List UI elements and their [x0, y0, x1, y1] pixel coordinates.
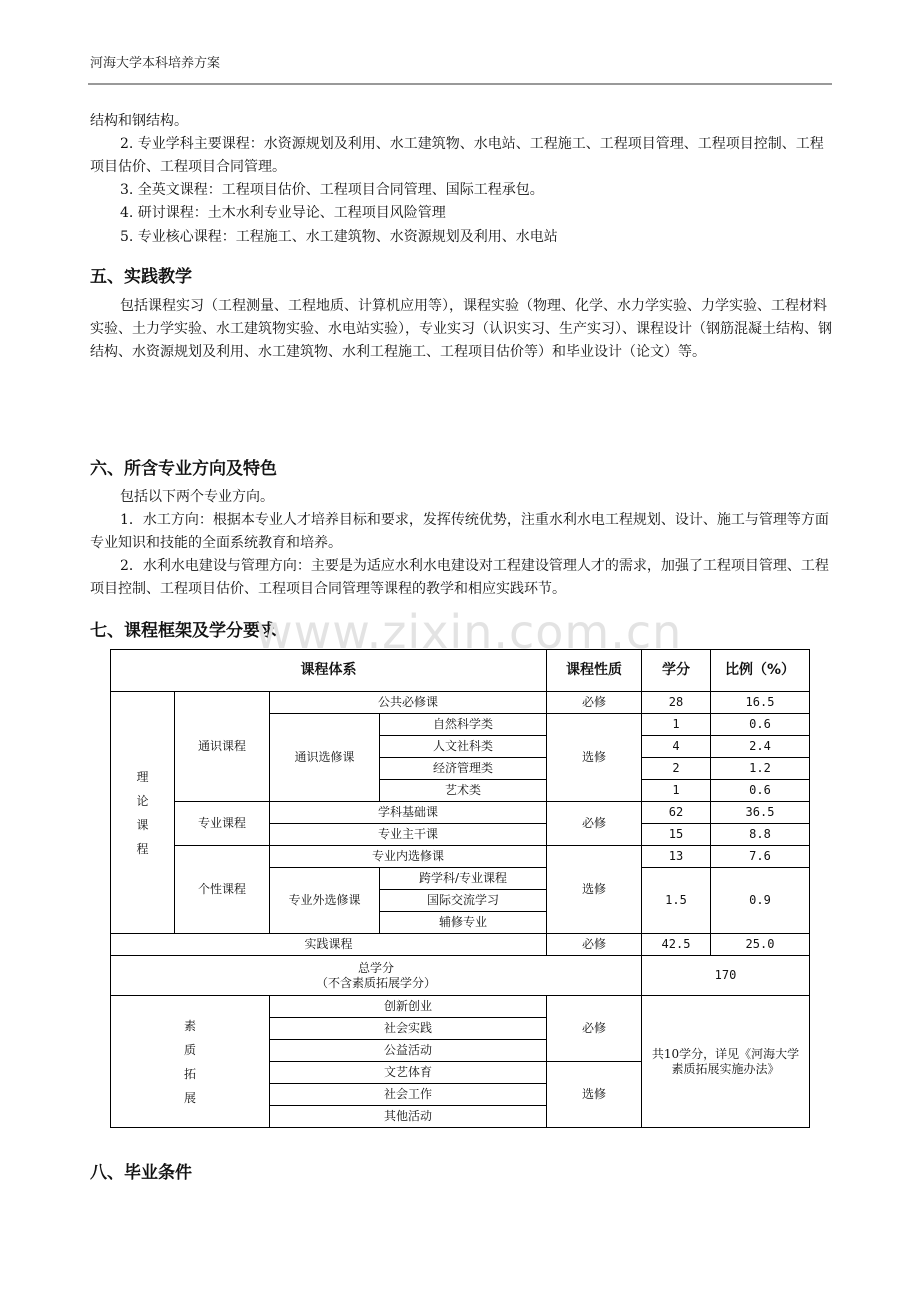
credit-table	[110, 649, 810, 1128]
credit-cell: 1	[642, 780, 711, 802]
course-cell: 公共必修课	[270, 692, 547, 714]
group-cell: 通识课程	[175, 692, 270, 802]
credit-cell: 4	[642, 736, 711, 758]
nature-cell: 必修	[547, 802, 642, 846]
course-cell: 专业主干课	[270, 824, 547, 846]
header-cell: 课程性质	[547, 650, 642, 692]
paragraph: 2. 专业学科主要课程：水资源规划及利用、水工建筑物、水电站、工程施工、工程项目管理、工程项目控制、工程项目估价、工程项目合同管理。	[90, 136, 824, 175]
credit-cell: 62	[642, 802, 711, 824]
subgroup-cell: 专业外选修课	[270, 868, 380, 934]
header-cell: 课程体系	[111, 650, 547, 692]
group-cell: 专业课程	[175, 802, 270, 846]
table-row	[111, 692, 810, 714]
section-heading: 七、课程框架及学分要求	[90, 621, 277, 641]
nature-cell: 选修	[547, 846, 642, 934]
table-row	[111, 934, 810, 956]
header-cell: 学分	[642, 650, 711, 692]
ratio-cell: 0.9	[711, 868, 810, 934]
ratio-cell: 8.8	[711, 824, 810, 846]
course-cell: 辅修专业	[380, 912, 547, 934]
course-cell: 跨学科/专业课程	[380, 868, 547, 890]
ratio-cell: 7.6	[711, 846, 810, 868]
credit-cell: 15	[642, 824, 711, 846]
group-cell: 个性课程	[175, 846, 270, 934]
category-cell	[111, 996, 270, 1128]
ratio-cell: 2.4	[711, 736, 810, 758]
ratio-cell: 25.0	[711, 934, 810, 956]
section-heading: 八、毕业条件	[90, 1163, 192, 1183]
table-row	[111, 996, 810, 1018]
paragraph: 包括课程实习（工程测量、工程地质、计算机应用等），课程实验（物理、化学、水力学实验、力学实验、工程材料实验、土力学实验、水工建筑物实验、水电站实验），专业实习（认识实习、生产实习）、课程设计（钢筋混凝土结构、钢结构、水资源规划及利用、水工建筑物、水利工程施工、工程项目估价等）和毕业设计（论文）等。	[90, 298, 832, 360]
course-cell: 艺术类	[380, 780, 547, 802]
course-cell: 社会工作	[270, 1084, 547, 1106]
header-divider	[88, 83, 832, 85]
paragraph: 结构和钢结构。	[90, 113, 188, 129]
course-cell: 学科基础课	[270, 802, 547, 824]
running-header: 河海大学本科培养方案	[90, 56, 221, 71]
nature-cell: 必修	[547, 692, 642, 714]
credit-cell: 2	[642, 758, 711, 780]
nature-cell: 必修	[547, 996, 642, 1062]
category-label: 素质拓展	[183, 1018, 196, 1105]
course-cell: 经济管理类	[380, 758, 547, 780]
paragraph: 包括以下两个专业方向。	[120, 489, 274, 505]
course-cell: 文艺体育	[270, 1062, 547, 1084]
subgroup-cell: 通识选修课	[270, 714, 380, 802]
section-heading: 五、实践教学	[90, 267, 192, 287]
ratio-cell: 16.5	[711, 692, 810, 714]
table-row	[111, 802, 810, 824]
total-label: 总学分	[357, 960, 394, 975]
paragraph: 2．水利水电建设与管理方向：主要是为适应水利水电建设对工程建设管理人才的需求，加强了工程项目管理、工程项目控制、工程项目估价、工程项目合同管理等课程的教学和相应实践环节。	[90, 558, 829, 597]
nature-cell: 必修	[547, 934, 642, 956]
ratio-cell: 36.5	[711, 802, 810, 824]
credit-cell: 28	[642, 692, 711, 714]
paragraph: 1．水工方向：根据本专业人才培养目标和要求，发挥传统优势，注重水利水电工程规划、设计、施工与管理等方面专业知识和技能的全面系统教育和培养。	[90, 512, 829, 551]
course-cell: 其他活动	[270, 1106, 547, 1128]
course-cell: 国际交流学习	[380, 890, 547, 912]
credit-cell: 1	[642, 714, 711, 736]
credit-cell: 1.5	[642, 868, 711, 934]
ratio-cell: 1.2	[711, 758, 810, 780]
watermark: www.zixin.com.cn	[255, 605, 683, 659]
total-cell	[111, 956, 642, 996]
table-row	[111, 846, 810, 868]
table-header-row	[111, 650, 810, 692]
course-cell: 社会实践	[270, 1018, 547, 1040]
course-cell: 公益活动	[270, 1040, 547, 1062]
course-cell: 人文社科类	[380, 736, 547, 758]
nature-cell: 选修	[547, 714, 642, 802]
table-row	[111, 956, 810, 996]
paragraph: 4. 研讨课程：土木水利专业导论、工程项目风险管理	[120, 205, 446, 221]
paragraph: 3. 全英文课程：工程项目估价、工程项目合同管理、国际工程承包。	[120, 182, 544, 198]
nature-cell: 选修	[547, 1062, 642, 1128]
paragraph: 5. 专业核心课程：工程施工、水工建筑物、水资源规划及利用、水电站	[120, 229, 558, 245]
course-cell: 自然科学类	[380, 714, 547, 736]
total-value: 170	[642, 956, 810, 996]
course-cell: 专业内选修课	[270, 846, 547, 868]
header-cell: 比例（%）	[711, 650, 810, 692]
ratio-cell: 0.6	[711, 714, 810, 736]
section-heading: 六、所含专业方向及特色	[90, 459, 277, 479]
credit-cell: 13	[642, 846, 711, 868]
credit-cell: 42.5	[642, 934, 711, 956]
quality-note: 共10学分，详见《河海大学素质拓展实施办法》	[642, 996, 810, 1128]
ratio-cell: 0.6	[711, 780, 810, 802]
course-cell: 创新创业	[270, 996, 547, 1018]
category-label: 理论课程	[136, 769, 149, 856]
total-note: （不含素质拓展学分）	[315, 975, 436, 990]
course-cell: 实践课程	[111, 934, 547, 956]
category-cell	[111, 692, 175, 934]
